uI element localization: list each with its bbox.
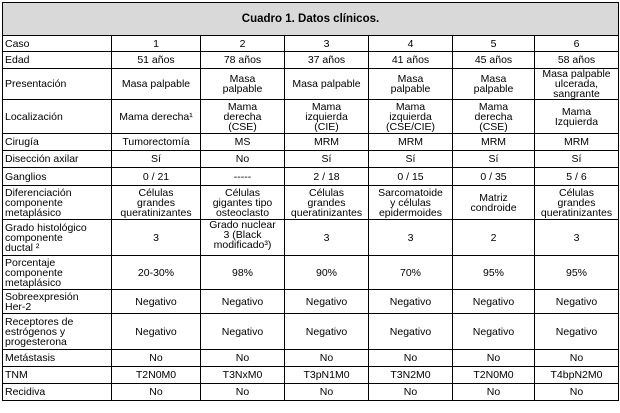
table-cell: Masa palpable xyxy=(453,69,535,100)
table-cell: 1 xyxy=(112,36,201,52)
clinical-data-table xyxy=(2,2,619,401)
table-cell: Negativo xyxy=(369,314,453,350)
table-cell: Masa palpable ulcerada, sangrante xyxy=(535,69,619,100)
table-cell: 20-30% xyxy=(112,256,201,290)
table-cell: No xyxy=(453,384,535,401)
table-row xyxy=(3,186,619,220)
table-cell: No xyxy=(112,384,201,401)
table-cell: ----- xyxy=(201,168,285,186)
table-cell: 3 xyxy=(369,220,453,256)
table-cell: Masa palpable xyxy=(369,69,453,100)
table-cell: T3N2M0 xyxy=(369,367,453,384)
table-cell: No xyxy=(285,350,369,367)
table-cell: Negativo xyxy=(453,290,535,314)
table-row xyxy=(3,100,619,134)
table-cell: Mama derecha (CSE) xyxy=(453,100,535,134)
table-row xyxy=(3,314,619,350)
table-cell: Células gigantes tipo osteoclasto xyxy=(201,186,285,220)
table-cell: 3 xyxy=(112,220,201,256)
table-cell: MRM xyxy=(453,134,535,151)
row-label: Presentación xyxy=(3,69,112,100)
table-cell: 45 años xyxy=(453,52,535,69)
table-cell: Mama izquierda (CIE) xyxy=(285,100,369,134)
table-cell: MRM xyxy=(535,134,619,151)
table-cell: Negativo xyxy=(285,290,369,314)
table-cell: 0 / 15 xyxy=(369,168,453,186)
table-cell: Sí xyxy=(369,151,453,168)
table-cell: Mama derecha (CSE) xyxy=(201,100,285,134)
table-cell: 4 xyxy=(369,36,453,52)
row-label: Sobreexpresión Her-2 xyxy=(3,290,112,314)
table-cell: Sí xyxy=(535,151,619,168)
row-label: Metástasis xyxy=(3,350,112,367)
table-cell: 37 años xyxy=(285,52,369,69)
row-label: Disección axilar xyxy=(3,151,112,168)
table-cell: Células grandes queratinizantes xyxy=(112,186,201,220)
table-cell: No xyxy=(201,384,285,401)
table-cell: Negativo xyxy=(285,314,369,350)
table-cell: 2 / 18 xyxy=(285,168,369,186)
row-label: TNM xyxy=(3,367,112,384)
row-label: Porcentaje componente metaplásico xyxy=(3,256,112,290)
table-cell: 3 xyxy=(285,220,369,256)
table-cell: 0 / 35 xyxy=(453,168,535,186)
table-cell: Masa palpable xyxy=(112,69,201,100)
table-cell: MRM xyxy=(369,134,453,151)
table-cell: T3pN1M0 xyxy=(285,367,369,384)
table-cell: Sí xyxy=(112,151,201,168)
table-cell: Negativo xyxy=(535,290,619,314)
table-cell: No xyxy=(112,350,201,367)
table-cell: Sí xyxy=(453,151,535,168)
row-label: Diferenciación componente metaplásico xyxy=(3,186,112,220)
row-label: Localización xyxy=(3,100,112,134)
table-cell: Células grandes queratinizantes xyxy=(285,186,369,220)
table-cell: Masa palpable xyxy=(201,69,285,100)
table-cell: 5 / 6 xyxy=(535,168,619,186)
table-row xyxy=(3,52,619,69)
table-cell: Negativo xyxy=(201,314,285,350)
table-cell: Mama derecha¹ xyxy=(112,100,201,134)
table-cell: 98% xyxy=(201,256,285,290)
row-label: Recidiva xyxy=(3,384,112,401)
table-cell: Matriz condroide xyxy=(453,186,535,220)
table-row xyxy=(3,367,619,384)
table-row xyxy=(3,168,619,186)
table-cell: No xyxy=(369,350,453,367)
table-cell: 58 años xyxy=(535,52,619,69)
table-cell: Negativo xyxy=(453,314,535,350)
table-cell: 70% xyxy=(369,256,453,290)
table-cell: MRM xyxy=(285,134,369,151)
table-cell: No xyxy=(369,384,453,401)
table-row xyxy=(3,384,619,401)
table-cell: Grado nuclear 3 (Black modificado³) xyxy=(201,220,285,256)
table-title: Cuadro 1. Datos clínicos. xyxy=(3,3,619,36)
table-row xyxy=(3,220,619,256)
table-cell: 95% xyxy=(453,256,535,290)
table-cell: Negativo xyxy=(112,314,201,350)
table-cell: 3 xyxy=(285,36,369,52)
table-cell: No xyxy=(201,350,285,367)
table-cell: Negativo xyxy=(535,314,619,350)
table-cell: 95% xyxy=(535,256,619,290)
table-cell: Negativo xyxy=(201,290,285,314)
clinical-data-table-container xyxy=(2,2,618,401)
table-cell: Mama Izquierda xyxy=(535,100,619,134)
row-label: Caso xyxy=(3,36,112,52)
table-cell: 2 xyxy=(453,220,535,256)
table-cell: MS xyxy=(201,134,285,151)
row-label: Grado histológico componente ductal ² xyxy=(3,220,112,256)
table-row xyxy=(3,350,619,367)
table-cell: 6 xyxy=(535,36,619,52)
table-cell: No xyxy=(535,384,619,401)
table-cell: No xyxy=(535,350,619,367)
table-cell: No xyxy=(201,151,285,168)
table-cell: 90% xyxy=(285,256,369,290)
table-cell: 41 años xyxy=(369,52,453,69)
table-row xyxy=(3,69,619,100)
table-row xyxy=(3,290,619,314)
table-cell: Negativo xyxy=(112,290,201,314)
table-row xyxy=(3,134,619,151)
table-cell: T2N0M0 xyxy=(453,367,535,384)
table-cell: 3 xyxy=(535,220,619,256)
table-cell: Tumorectomía xyxy=(112,134,201,151)
table-cell: Masa palpable xyxy=(285,69,369,100)
table-row xyxy=(3,151,619,168)
table-cell: No xyxy=(285,384,369,401)
table-title-row xyxy=(3,3,619,36)
table-cell: Negativo xyxy=(369,290,453,314)
table-cell: 0 / 21 xyxy=(112,168,201,186)
table-cell: Mama izquierda (CSE/CIE) xyxy=(369,100,453,134)
table-cell: No xyxy=(453,350,535,367)
row-label: Ganglios xyxy=(3,168,112,186)
table-cell: 2 xyxy=(201,36,285,52)
table-cell: T2N0M0 xyxy=(112,367,201,384)
table-cell: 78 años xyxy=(201,52,285,69)
table-row xyxy=(3,36,619,52)
row-label: Edad xyxy=(3,52,112,69)
table-cell: 51 años xyxy=(112,52,201,69)
row-label: Receptores de estrógenos y progesterona xyxy=(3,314,112,350)
table-cell: 5 xyxy=(453,36,535,52)
table-cell: T4bpN2M0 xyxy=(535,367,619,384)
table-cell: T3NxM0 xyxy=(201,367,285,384)
table-cell: Sí xyxy=(285,151,369,168)
table-row xyxy=(3,256,619,290)
row-label: Cirugía xyxy=(3,134,112,151)
table-cell: Células grandes queratinizantes xyxy=(535,186,619,220)
table-cell: Sarcomatoide y células epidermoides xyxy=(369,186,453,220)
